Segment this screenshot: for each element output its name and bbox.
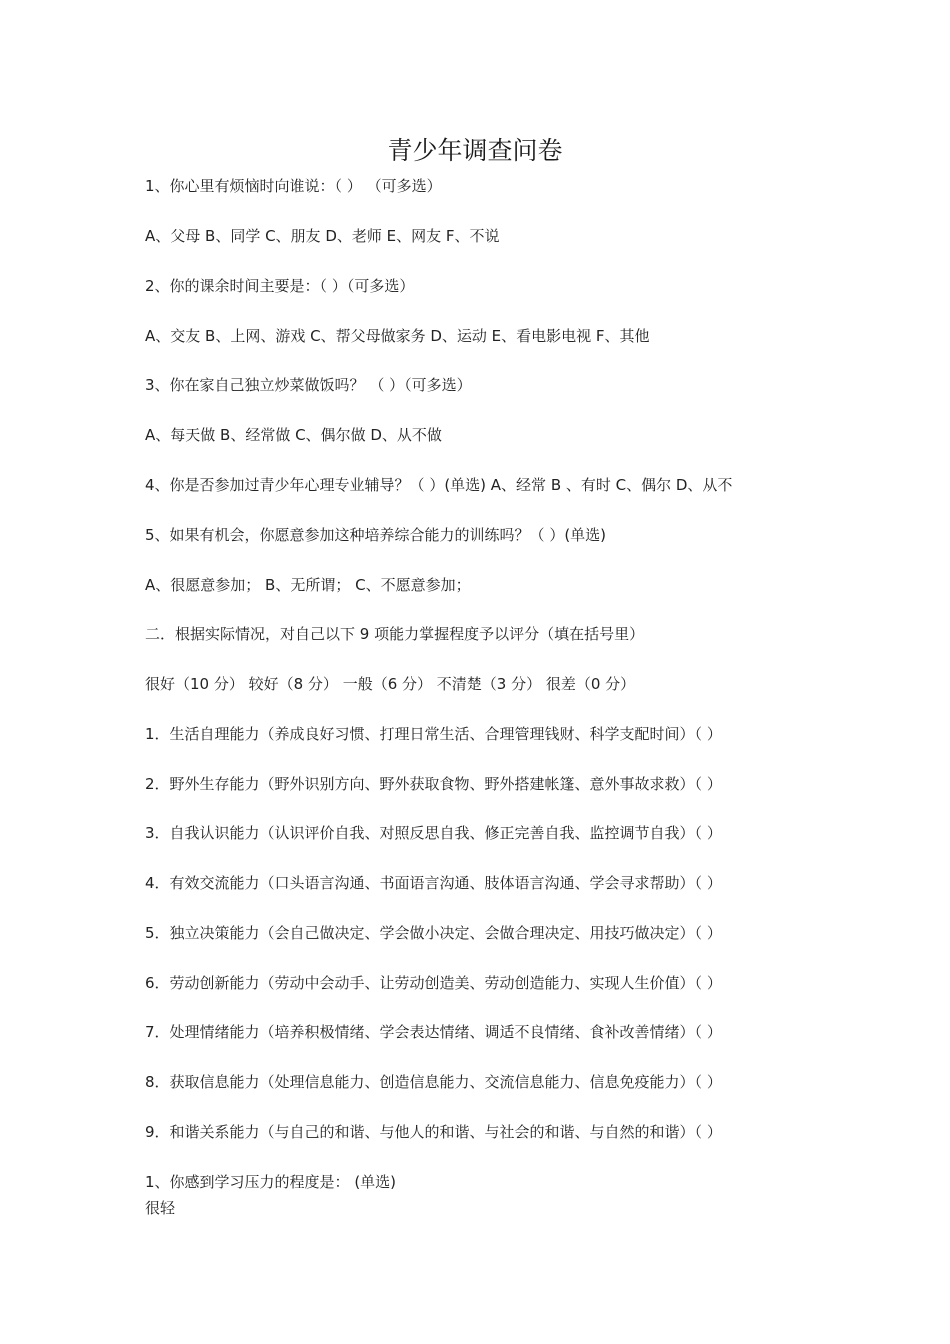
ability-item-8: 8．获取信息能力（处理信息能力、创造信息能力、交流信息能力、信息免疫能力）（ ） xyxy=(145,1073,722,1091)
pressure-question: 1、你感到学习压力的程度是： (单选) xyxy=(145,1173,397,1191)
question-1-options: A、父母 B、同学 C、朋友 D、老师 E、网友 F、不说 xyxy=(145,227,500,245)
ability-item-5: 5．独立决策能力（会自己做决定、学会做小决定、会做合理决定、用技巧做决定）（ ） xyxy=(145,924,722,942)
section-2-heading: 二．根据实际情况，对自己以下 9 项能力掌握程度予以评分（填在括号里） xyxy=(145,625,645,643)
question-1: 1、你心里有烦恼时向谁说：（ ） （可多选） xyxy=(145,177,442,195)
ability-item-2: 2．野外生存能力（野外识别方向、野外获取食物、野外搭建帐篷、意外事故求救）（ ） xyxy=(145,775,722,793)
ability-item-3: 3．自我认识能力（认识评价自我、对照反思自我、修正完善自我、监控调节自我）（ ） xyxy=(145,824,722,842)
rating-scale: 很好（10 分） 较好（8 分） 一般（6 分） 不清楚（3 分） 很差（0 分） xyxy=(145,675,636,693)
question-3: 3、你在家自己独立炒菜做饭吗？ （ ）（可多选） xyxy=(145,376,472,394)
ability-item-9: 9．和谐关系能力（与自己的和谐、与他人的和谐、与社会的和谐、与自然的和谐）（ ） xyxy=(145,1123,722,1141)
question-5-options: A、很愿意参加； B、无所谓； C、不愿意参加； xyxy=(145,576,471,594)
question-4: 4、你是否参加过青少年心理专业辅导？（ ）(单选) A、经常 B 、有时 C、偶尔 D、从不 xyxy=(145,476,733,494)
ability-item-7: 7．处理情绪能力（培养积极情绪、学会表达情绪、调适不良情绪、食补改善情绪）（ ） xyxy=(145,1023,722,1041)
question-3-options: A、每天做 B、经常做 C、偶尔做 D、从不做 xyxy=(145,426,442,444)
pressure-option-1: 很轻 xyxy=(145,1199,176,1217)
question-2-options: A、交友 B、上网、游戏 C、帮父母做家务 D、运动 E、看电影电视 F、其他 xyxy=(145,327,650,345)
ability-item-4: 4．有效交流能力（口头语言沟通、书面语言沟通、肢体语言沟通、学会寻求帮助）（ ） xyxy=(145,874,722,892)
ability-item-6: 6．劳动创新能力（劳动中会动手、让劳动创造美、劳动创造能力、实现人生价值）（ ） xyxy=(145,974,722,992)
ability-item-1: 1．生活自理能力（养成良好习惯、打理日常生活、合理管理钱财、科学支配时间）（ ） xyxy=(145,725,722,743)
page-title: 青少年调查问卷 xyxy=(387,136,563,165)
question-2: 2、你的课余时间主要是：（ ）（可多选） xyxy=(145,277,415,295)
question-5: 5、如果有机会，你愿意参加这种培养综合能力的训练吗？（ ）(单选) xyxy=(145,526,607,544)
